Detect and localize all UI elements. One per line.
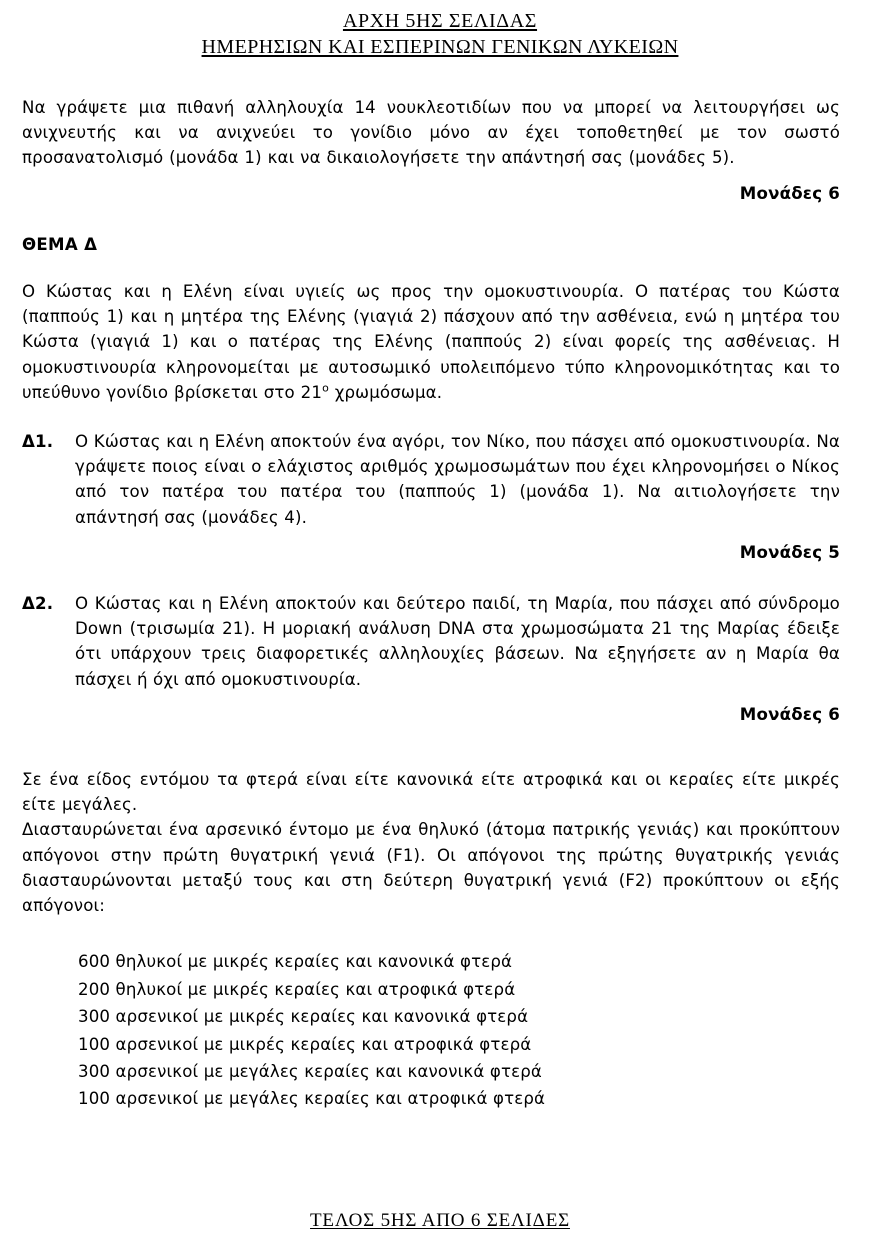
- insect-paragraph-2: Διασταυρώνεται ένα αρσενικό έντομο με ένα θηλυκό (άτομα πατρικής γενιάς) και προκύπτουν απόγονοι στην πρώτη θυγατρική γενιά (F1). Οι απόγονοι της πρώτης θυγατρικής γενιάς διασταυρώνονται μεταξύ τους και στη δεύτερη θυγατρική γενιά (F2) προκύπτουν οι εξής απόγονοι:: [22, 820, 840, 916]
- spacer: [22, 257, 840, 279]
- spacer: [22, 727, 840, 767]
- spacer: [22, 206, 840, 232]
- spacer: [22, 918, 840, 948]
- list-item: 600 θηλυκοί με μικρές κεραίες και κανονικά φτερά: [78, 952, 513, 972]
- question-d1-marks: Μονάδες 5: [739, 542, 840, 562]
- intro-paragraph: Να γράψετε μια πιθανή αλληλουχία 14 νουκλεοτιδίων που να μπορεί να λειτουργήσει ως ανιχνευτής και να ανιχνεύει το γονίδιο μόνο αν έχει τοποθετηθεί με τον σωστό προσανατολισμό (μονάδα 1) και να δικαιολογήσετε την απάντησή σας (μονάδες 5).: [22, 98, 840, 168]
- list-item: 100 αρσενικοί με μικρές κεραίες και ατροφικά φτερά: [78, 1034, 532, 1054]
- spacer: [22, 405, 840, 429]
- question-d1: [22, 429, 840, 530]
- header-line-1: ΑΡΧΗ 5ΗΣ ΣΕΛΙΔΑΣ: [342, 10, 538, 32]
- theme-preamble-part2: χρωμόσωμα.: [328, 382, 443, 402]
- spacer: [22, 530, 840, 540]
- question-d1-body: Ο Κώστας και η Ελένη αποκτούν ένα αγόρι, τον Νίκο, που πάσχει από ομοκυστινουρία. Να γράψετε ποιος είναι ο ελάχιστος αριθμός χρωμοσωμάτων που έχει κληρονομήσει ο Νίκος από τον πατέρα του πατέρα του (παππούς 1) (μονάδα 1). Να αιτιολογήσετε την απάντησή σας (μονάδες 4).: [75, 432, 840, 527]
- list-item: 200 θηλυκοί με μικρές κεραίες και ατροφικά φτερά: [78, 979, 516, 999]
- page-header: [0, 0, 880, 61]
- question-d2: [22, 591, 840, 692]
- theme-preamble-part1: Ο Κώστας και η Ελένη είναι υγιείς ως προς την ομοκυστινουρία. Ο πατέρας του Κώστα (παππούς 1) και η μητέρα της Ελένης (γιαγιά 2) πάσχουν από την ασθένεια, ενώ η μητέρα του Κώστα (γιαγιά 1) και ο πατέρας της Ελένης (παππούς 2) είναι φορείς της ασθένειας. Η ομοκυστινουρία κληρονομείται με αυτοσωμικό υπολειπόμενο τύπο κληρονομικότητας και το υπεύθυνο γονίδιο βρίσκεται στο 21: [22, 282, 840, 402]
- intro-marks: Μονάδες 6: [739, 183, 840, 203]
- insect-paragraph-1: Σε ένα είδος εντόμου τα φτερά είναι είτε κανονικά είτε ατροφικά και οι κεραίες είτε μικρές είτε μεγάλες.: [22, 770, 840, 815]
- offspring-list: [22, 948, 840, 1112]
- spacer: [22, 692, 840, 702]
- question-d2-marks: Μονάδες 6: [739, 704, 840, 724]
- footer-line: ΤΕΛΟΣ 5ΗΣ ΑΠΟ 6 ΣΕΛΙΔΕΣ: [310, 1210, 570, 1231]
- question-d2-label: Δ2.: [22, 594, 54, 614]
- ordinal-superscript: ο: [322, 381, 329, 395]
- theme-title: ΘΕΜΑ Δ: [22, 234, 98, 254]
- list-item: 300 αρσενικοί με μικρές κεραίες και κανονικά φτερά: [78, 1007, 529, 1027]
- theme-preamble: [22, 279, 840, 405]
- spacer: [22, 565, 840, 591]
- list-item: 100 αρσενικοί με μεγάλες κεραίες και ατροφικά φτερά: [78, 1089, 546, 1109]
- question-d1-label: Δ1.: [22, 432, 54, 452]
- question-d2-body: Ο Κώστας και η Ελένη αποκτούν και δεύτερο παιδί, τη Μαρία, που πάσχει από σύνδρομο Down (τρισωμία 21). Η μοριακή ανάλυση DNA στα χρωμοσώματα 21 της Μαρίας έδειξε ότι υπάρχουν τρεις διαφορετικές αλληλουχίες βάσεων. Να εξηγήσετε αν η Μαρία θα πάσχει ή όχι από ομοκυστινουρία.: [75, 594, 840, 689]
- document-content: [22, 95, 840, 1113]
- list-item: 300 αρσενικοί με μεγάλες κεραίες και κανονικά φτερά: [78, 1061, 542, 1081]
- header-line-2: ΗΜΕΡΗΣΙΩΝ ΚΑΙ ΕΣΠΕΡΙΝΩΝ ΓΕΝΙΚΩΝ ΛΥΚΕΙΩΝ: [201, 36, 679, 59]
- page-footer: [0, 1210, 880, 1232]
- spacer: [22, 171, 840, 181]
